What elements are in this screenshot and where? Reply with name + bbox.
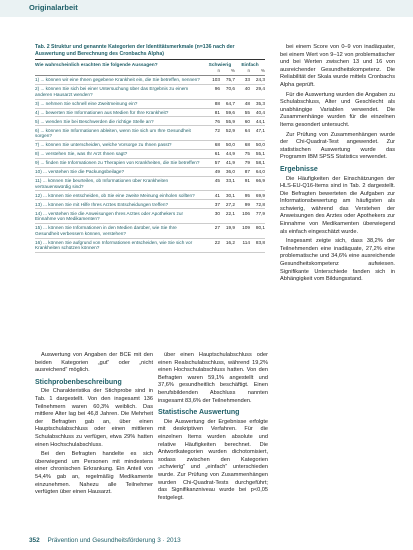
item-cell: 2) ... können Sie sich bei einer Untersuchung über das Ergebnis zu einem anderen Hausarzt wenden? <box>35 86 189 97</box>
percent-cell: 44,1 <box>255 118 265 124</box>
n-cell: 45 <box>214 178 220 184</box>
table-row <box>35 100 265 109</box>
paragraph: Die Auswertung der Ergebnisse erfolgte mit deskriptiven Verfahren. Für die einzelnen Items wurden absolute und relative Häufigkeiten berechnet. Die Antwortkategorien wurden dichotomisiert, sodass zwischen den Kategorien „schwierig“ und „einfach“ unterschieden wurde. Zur Prüfung von Zusammenhängen wurden Chi-Quadrat-Tests durchgeführt; das Signifikanzniveau wurde bei p<0,05 festgelegt. <box>158 418 268 501</box>
n-cell: 37 <box>214 201 220 207</box>
percent-cell: 59,6 <box>225 109 235 115</box>
n-cell: 91 <box>244 178 250 184</box>
item-cell: 10) ... verstehen Sie die Packungsbeilage? <box>35 169 125 175</box>
col-item-header: Wie wahrscheinlich erachten Sie folgende Aussagen? <box>35 63 158 68</box>
percent-cell: 80,1 <box>255 225 265 231</box>
middle-column <box>158 352 268 504</box>
n-cell: 79 <box>244 160 250 166</box>
item-cell: 6) ... können Sie Informationen ableiten, wenn Sie sich um Ihre Gesundheit sorgen? <box>35 127 191 139</box>
paragraph: Zur Prüfung von Zusammenhängen wurde der Chi-Quadrat-Test angewendet. Zur statistischen Auswertung wurde das Programm IBM SPSS Statistics verwendet. <box>280 131 395 161</box>
table-row <box>35 159 265 168</box>
table-row <box>35 141 265 150</box>
item-cell: 13) ... können Sie mit Hilfe Ihres Arztes Entscheidungen treffen? <box>35 201 169 207</box>
item-cell: 1) ... können wir eine Ihnen gegebene Krankheit ein, die Sie betreffen, nennen? <box>35 77 200 83</box>
paragraph: bei einem Score von 0–9 von inadäquater, bei einem Wert von 9–12 von problematischer und bei Werten zwischen 13 und 16 von ausreichender Gesundheitskompetenz. Die Reliabilität der Skala wurde mittels Cronbachs Alpha geprüft. <box>280 44 395 88</box>
section-heading: Statistische Auswertung <box>158 409 240 417</box>
right-column <box>280 44 395 286</box>
percent-cell: 36,0 <box>225 169 235 175</box>
n-cell: 40 <box>244 86 250 92</box>
n-cell: 68 <box>214 142 220 148</box>
col-n-1: n <box>217 68 220 73</box>
percent-cell: 40,4 <box>255 109 265 115</box>
percent-cell: 64,7 <box>225 100 235 106</box>
n-cell: 95 <box>244 192 250 198</box>
n-cell: 30 <box>214 210 220 216</box>
n-cell: 57 <box>214 160 220 166</box>
percent-cell: 55,1 <box>255 151 265 157</box>
item-cell: 8) ... verstehen Sie, was Ihr Arzt Ihnen sagt? <box>35 151 128 157</box>
table-row <box>35 239 265 254</box>
paragraph: Insgesamt zeigte sich, dass 38,2% der Teilnehmenden eine inadäquate, 27,2% eine problematische und 34,6% eine ausreichende Gesundheitskompetenz aufwiesen. Signifikante Unterschiede fanden sich in Abhängigkeit vom Bildungsstand. <box>280 238 395 283</box>
percent-cell: 41,9 <box>225 160 235 166</box>
paragraph: über einen Hauptschulabschluss oder einen Realschulabschluss, während 19,2% einen Hochschulabschluss hatten. Von den Befragten waren 59,1% angestellt und 37,6% gesundheitlich beschäftigt. Einen berufsbildenden Abschluss nannten insgesamt 83,6% der Teilnehmenden. <box>158 352 268 404</box>
col-group-1: Schwierig <box>208 63 232 68</box>
n-cell: 61 <box>214 151 220 157</box>
section-label: Originalarbeit <box>29 3 78 12</box>
n-cell: 81 <box>214 109 220 115</box>
percent-cell: 83,8 <box>255 239 265 245</box>
n-cell: 75 <box>244 151 250 157</box>
percent-cell: 66,9 <box>255 178 265 184</box>
table-row <box>35 224 265 239</box>
paragraph: Auswertung von Angaben der BCE mit den beiden Kategorien „gut“ oder „nicht ausreichend“ möglich. <box>35 352 153 374</box>
section-heading: Ergebnisse <box>280 165 318 173</box>
item-cell: 9) ... finden Sie Informationen zu Therapien von Krankheiten, die Sie betreffen? <box>35 160 200 166</box>
percent-cell: 50,0 <box>255 142 265 148</box>
n-cell: 55 <box>244 109 250 115</box>
left-column <box>35 352 153 499</box>
n-cell: 114 <box>242 239 250 245</box>
table-row <box>35 126 265 141</box>
percent-cell: 64,0 <box>255 169 265 175</box>
paragraph: Bei den Befragten handelte es sich überwiegend um Personen mit mindestens einer chronischen Erkrankung. Ein Anteil von 54,4% gab an, regelmäßig Medikamente einzunehmen. Nahezu alle Teilnehmer verfügten über einen Hausarzt. <box>35 451 153 496</box>
paragraph: Die Häufigkeiten der Einschätzungen der HLS-EU-Q16-Items sind in Tab. 2 dargestellt. Die Befragten bewerteten die Aufgaben zur Informationsbewertung am häufigsten als schwierig, während das Verstehen der Anweisungen des Arztes oder Apothekers zur Einnahme von Medikamenten überwiegend als einfach eingeschätzt wurde. <box>280 175 395 235</box>
paragraph: Die Charakteristika der Stichprobe sind in Tab. 1 dargestellt. Von den insgesamt 136 Teilnehmern waren 60,3% weiblich. Das mittlere Alter lag bei 46,8 Jahren. Die Mehrheit der Befragten gab an, über einen Hauptschulabschluss oder einen mittleren Schulabschluss zu verfügen, etwa 29% hatten einen Hochschulabschluss. <box>35 388 153 448</box>
percent-cell: 22,1 <box>225 210 235 216</box>
item-cell: 16) ... können Sie aufgrund von Informationen entscheiden, wie Sie sich vor Krankheiten schützen können? <box>35 239 193 251</box>
n-cell: 99 <box>244 201 250 207</box>
percent-cell: 27,2 <box>225 201 235 207</box>
page-number: 352 <box>29 537 40 544</box>
n-cell: 88 <box>214 100 220 106</box>
item-cell: 5) ... wenden Sie bei Beschwerden die richtige Stelle an? <box>35 118 154 124</box>
col-p-1: % <box>230 68 235 73</box>
table-row <box>35 200 265 209</box>
percent-cell: 50,0 <box>225 142 235 148</box>
item-cell: 7) ... können Sie unterscheiden, welche Vorsorge zu Ihnen passt? <box>35 142 172 148</box>
percent-cell: 33,1 <box>225 178 235 184</box>
section-heading: Stichprobenbeschreibung <box>35 378 122 386</box>
n-cell: 48 <box>244 100 250 106</box>
n-cell: 103 <box>212 77 220 83</box>
table-row <box>35 191 265 200</box>
n-cell: 64 <box>244 127 250 133</box>
percent-cell: 52,9 <box>225 127 235 133</box>
journal-name: Prävention und Gesundheitsförderung 3 · 2013 <box>47 537 181 544</box>
n-cell: 27 <box>214 225 220 231</box>
col-p-2: % <box>260 68 265 73</box>
percent-cell: 70,6 <box>225 86 235 92</box>
table-row <box>35 209 265 224</box>
n-cell: 72 <box>214 127 220 133</box>
n-cell: 22 <box>214 239 220 245</box>
table-row <box>35 168 265 177</box>
col-group-2: Einfach <box>241 63 259 68</box>
percent-cell: 77,9 <box>255 210 265 216</box>
n-cell: 106 <box>242 210 250 216</box>
item-cell: 11) ... können Sie beurteilen, ob Informationen über Krankheiten vertrauenswürdig sind? <box>35 178 169 189</box>
percent-cell: 55,9 <box>225 118 235 124</box>
percent-cell: 29,4 <box>255 86 265 92</box>
n-cell: 41 <box>214 192 220 198</box>
table-caption: Tab. 2 Struktur und genannte Kategorien der Identitätsmerkmale (n=136 nach der Auswertung und Berechnung des Cronbachs Alpha) <box>35 44 235 57</box>
table-body <box>35 76 265 253</box>
percent-cell: 35,3 <box>255 100 265 106</box>
percent-cell: 69,9 <box>255 192 265 198</box>
percent-cell: 30,1 <box>225 192 235 198</box>
percent-cell: 58,1 <box>255 160 265 166</box>
data-table <box>35 44 265 253</box>
table-row <box>35 109 265 118</box>
n-cell: 87 <box>244 169 250 175</box>
percent-cell: 72,8 <box>255 201 265 207</box>
percent-cell: 47,1 <box>255 127 265 133</box>
page-footer <box>29 537 181 544</box>
n-cell: 76 <box>214 118 220 124</box>
table-row <box>35 76 265 85</box>
n-cell: 96 <box>214 86 220 92</box>
percent-cell: 75,7 <box>225 77 235 83</box>
item-cell: 15) ... können Sie Informationen in den Medien darüber, wie Sie Ihre Gesundheit verbessern können, verstehen? <box>35 225 177 236</box>
percent-cell: 16,2 <box>225 239 235 245</box>
n-cell: 49 <box>214 169 220 175</box>
paragraph: Für die Auswertung wurden die Angaben zu Schulabschluss, Alter und Geschlecht als unabhängige Variablen verwendet. Die Zusammenhänge wurden für die einzelnen Items gesondert untersucht. <box>280 91 395 128</box>
table-row <box>35 150 265 159</box>
n-cell: 60 <box>244 118 250 124</box>
n-cell: 33 <box>244 77 250 83</box>
percent-cell: 24,3 <box>255 77 265 83</box>
item-cell: 3) ... nehmen Sie schnell eine Zweitmeinung ein? <box>35 100 138 106</box>
table-header <box>35 60 265 68</box>
item-cell: 4) ... bewerten Sie Informationen aus Medien für Ihre Krankheit? <box>35 109 169 115</box>
percent-cell: 19,9 <box>225 225 235 231</box>
item-cell: 12) ... können Sie entscheiden, ob Sie eine zweite Meinung einholen sollten? <box>35 192 195 198</box>
header-band <box>0 0 413 17</box>
table-subheader <box>35 68 265 76</box>
table-row <box>35 117 265 126</box>
table-row <box>35 85 265 100</box>
percent-cell: 44,9 <box>225 151 235 157</box>
col-n-2: n <box>247 68 250 73</box>
item-cell: 14) ... verstehen Sie die Anweisungen Ihres Arztes oder Apothekers zur Einnahme von Medikamenten? <box>35 210 184 222</box>
n-cell: 109 <box>242 225 250 231</box>
n-cell: 68 <box>244 142 250 148</box>
table-row <box>35 177 265 192</box>
